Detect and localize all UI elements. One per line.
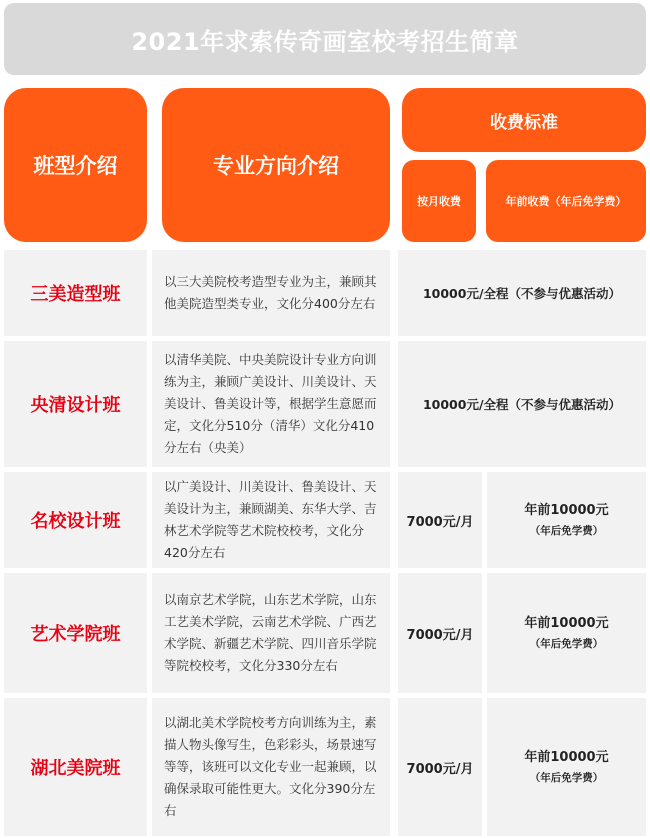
class-description: 以三大美院校考造型专业为主，兼顾其他美院造型类专业，文化分400分左右 — [152, 250, 390, 336]
class-description: 以清华美院、中央美院设计专业方向训练为主，兼顾广美设计、川美设计、天美设计、鲁美设计等，根据学生意愿而定，文化分510分（清华）文化分410分左右（央美） — [152, 341, 390, 467]
yearly-fee — [487, 698, 646, 836]
class-name: 艺术学院班 — [4, 573, 147, 693]
class-fee: 10000元/全程（不参与优惠活动） — [398, 250, 646, 336]
page-title: 2021年求索传奇画室校考招生简章 — [4, 3, 646, 75]
yearly-fee-amount: 年前10000元 — [524, 616, 609, 631]
header-fee-standard: 收费标准 — [402, 88, 646, 152]
monthly-fee: 7000元/月 — [398, 573, 482, 693]
monthly-fee: 7000元/月 — [398, 698, 482, 836]
header-yearly-fee: 年前收费（年后免学费） — [486, 160, 646, 242]
header-class-type: 班型介绍 — [4, 88, 147, 242]
header-monthly-fee: 按月收费 — [402, 160, 476, 242]
class-name: 名校设计班 — [4, 472, 147, 568]
class-fee: 10000元/全程（不参与优惠活动） — [398, 341, 646, 467]
class-name: 央清设计班 — [4, 341, 147, 467]
yearly-fee — [487, 472, 646, 568]
yearly-fee-note: （年后免学费） — [529, 772, 604, 784]
yearly-fee-note: （年后免学费） — [529, 638, 604, 650]
header-direction: 专业方向介绍 — [162, 88, 390, 242]
class-description: 以南京艺术学院，山东艺术学院，山东工艺美术学院，云南艺术学院、广西艺术学院、新疆艺术学院、四川音乐学院等院校校考，文化分330分左右 — [152, 573, 390, 693]
yearly-fee-note: （年后免学费） — [529, 525, 604, 537]
class-name: 湖北美院班 — [4, 698, 147, 836]
class-description: 以广美设计、川美设计、鲁美设计、天美设计为主，兼顾湖美、东华大学、吉林艺术学院等艺术院校校考，文化分420分左右 — [152, 472, 390, 568]
yearly-fee — [487, 573, 646, 693]
yearly-fee-amount: 年前10000元 — [524, 750, 609, 765]
class-name: 三美造型班 — [4, 250, 147, 336]
yearly-fee-amount: 年前10000元 — [524, 503, 609, 518]
class-description: 以湖北美术学院校考方向训练为主，素描人物头像写生，色彩彩头，场景速写等等，该班可以文化专业一起兼顾，以确保录取可能性更大。文化分390分左右 — [152, 698, 390, 836]
monthly-fee: 7000元/月 — [398, 472, 482, 568]
